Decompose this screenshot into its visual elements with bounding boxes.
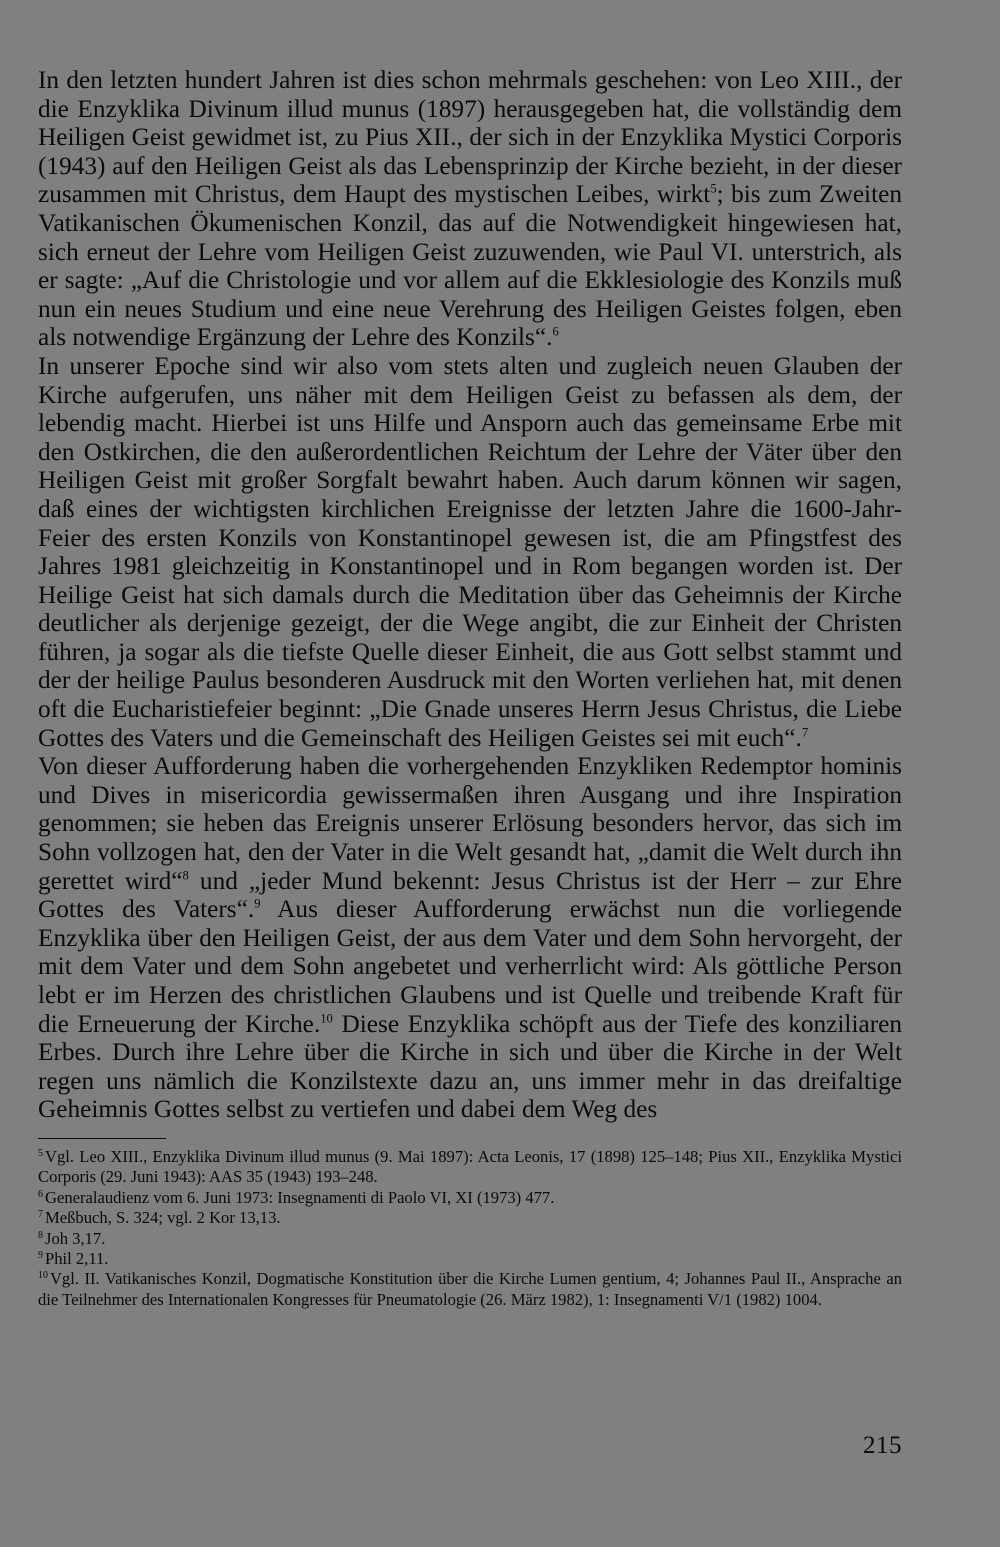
paragraph-text: Aus dieser Aufforderung erwächst nun die vorliegende Enzyklika über den Heiligen Geist, der aus dem Vater und dem Sohn hervorgeht, der mit dem Vater und dem Sohn angebetet und verherrlicht wird: Als göttliche Person lebt er im Herzen des christlichen Glaubens und ist Quelle und treibende Kraft für die Erneuerung der Kirche. (38, 895, 903, 1038)
footnote-text: Joh 3,17. (44, 1228, 106, 1248)
paragraph-3 (38, 752, 902, 1124)
footnote-reference[interactable]: 6 (552, 324, 559, 339)
footnote-number: 9 (38, 1250, 43, 1262)
footnote-text: Generalaudienz vom 6. Juni 1973: Insegnamenti di Paolo VI, XI (1973) 477. (44, 1187, 555, 1207)
body-text (38, 66, 902, 1124)
footnote-6 (38, 1188, 902, 1208)
paragraph-text: Von dieser Aufforderung haben die vorhergehenden Enzykliken Redemptor hominis und Dives in misericordia gewissermaßen ihren Ausgang und ihre Inspiration genommen; sie heben das Ereignis unserer Erlösung besonders hervor, das sich im Sohn vollzogen hat, den der Vater in die Welt gesandt hat, „damit die Welt durch ihn gerettet wird“ (38, 752, 902, 895)
footnote-number: 5 (38, 1148, 43, 1159)
footnote-text: Vgl. II. Vatikanisches Konzil, Dogmatische Konstitution über die Kirche Lumen gentium, 4; Johannes Paul II., Ansprache an die Teilnehmer des Internationalen Kongresses für Pneumatologie (26. März 1982), 1: Insegnamenti V/1 (1982) 1004. (38, 1269, 902, 1309)
footnote-number: 8 (38, 1229, 43, 1241)
footnote-number: 6 (38, 1188, 43, 1200)
footnote-5 (38, 1147, 902, 1188)
footnote-reference[interactable]: 9 (254, 896, 261, 911)
footnote-8 (38, 1229, 902, 1249)
footnote-10 (38, 1269, 902, 1310)
paragraph-text: Diese Enzyklika schöpft aus der Tiefe des konziliaren Erbes. Durch ihre Lehre über die Kirche in sich und über die Kirche in der Welt regen uns nämlich die Konzilstexte dazu an, uns immer mehr in das dreifaltige Geheimnis Gottes selbst zu vertiefen und dabei dem Weg des (38, 1009, 902, 1124)
paragraph-text: und „jeder Mund bekennt: Jesus Christus ist der Herr – zur Ehre Gottes des Vaters“. (38, 866, 902, 924)
paragraph-text: ; bis zum Zweiten Vatikanischen Ökumenischen Konzil, das auf die Notwendigkeit hingewiesen hat, sich erneut der Lehre vom Heiligen Geist zuzuwenden, wie Paul VI. unterstrich, als er sagte: „Auf die Christologie und vor allem auf die Ekklesiologie des Konzils muß nun ein neues Studium und eine neue Verehrung des Heiligen Geistes folgen, eben als notwendige Ergänzung der Lehre des Konzils“. (38, 180, 902, 352)
paragraph-1 (38, 66, 902, 352)
document-page (38, 66, 902, 1310)
footnote-divider (38, 1138, 166, 1139)
page-number: 215 (863, 1432, 902, 1459)
footnote-text: Vgl. Leo XIII., Enzyklika Divinum illud munus (9. Mai 1897): Acta Leonis, 17 (1898) 125–148; Pius XII., Enzyklika Mystici Corporis (29. Juni 1943): AAS 35 (1943) 193–248. (38, 1146, 902, 1187)
footnote-text: Meßbuch, S. 324; vgl. 2 Kor 13,13. (44, 1208, 281, 1228)
footnote-reference[interactable]: 8 (182, 868, 189, 883)
footnote-text: Phil 2,11. (44, 1249, 109, 1268)
footnote-reference[interactable]: 5 (710, 181, 717, 196)
footnote-reference[interactable]: 10 (320, 1011, 333, 1026)
footnote-reference[interactable]: 7 (801, 725, 809, 740)
paragraph-2 (38, 352, 902, 752)
paragraph-text: In den letzten hundert Jahren ist dies schon mehrmals geschehen: von Leo XIII., der die Enzyklika Divinum illud munus (1897) herausgegeben hat, die vollständig dem Heiligen Geist gewidmet ist, zu Pius XII., der sich in der Enzyklika Mystici Corporis (1943) auf den Heiligen Geist als das Lebensprinzip der Kirche bezieht, in der dieser zusammen mit Christus, dem Haupt des mystischen Leibes, wirkt (38, 66, 902, 209)
footnote-number: 7 (38, 1209, 43, 1221)
footnote-number: 10 (38, 1270, 48, 1282)
paragraph-text: In unserer Epoche sind wir also vom stets alten und zugleich neuen Glauben der Kirche aufgerufen, uns näher mit dem Heiligen Geist zu befassen als dem, der lebendig macht. Hierbei ist uns Hilfe und Ansporn auch das gemeinsame Erbe mit den Ostkirchen, die den außerordentlichen Reichtum der Lehre der Väter über den Heiligen Geist mit großer Sorgfalt bewahrt haben. Auch darum können wir sagen, daß eines der wichtigsten kirchlichen Ereignisse der letzten Jahre die 1600-Jahr-Feier des ersten Konzils von Konstantinopel gewesen ist, die am Pfingstfest des Jahres 1981 gleichzeitig in Konstantinopel und in Rom begangen worden ist. Der Heilige Geist hat sich damals durch die Meditation über das Geheimnis der Kirche deutlicher als derjenige gezeigt, der die Wege angibt, die zur Einheit der Christen führen, ja sogar als die tiefste Quelle dieser Einheit, die aus Gott selbst stammt und der der heilige Paulus besonderen Ausdruck mit den Worten verliehen hat, mit denen oft die Eucharistiefeier beginnt: „Die Gnade unseres Herrn Jesus Christus, die Liebe Gottes des Vaters und die Gemeinschaft des Heiligen Geistes sei mit euch“. (38, 351, 902, 752)
footnotes (38, 1147, 902, 1310)
footnote-7 (38, 1208, 902, 1228)
footnote-9 (38, 1249, 902, 1269)
